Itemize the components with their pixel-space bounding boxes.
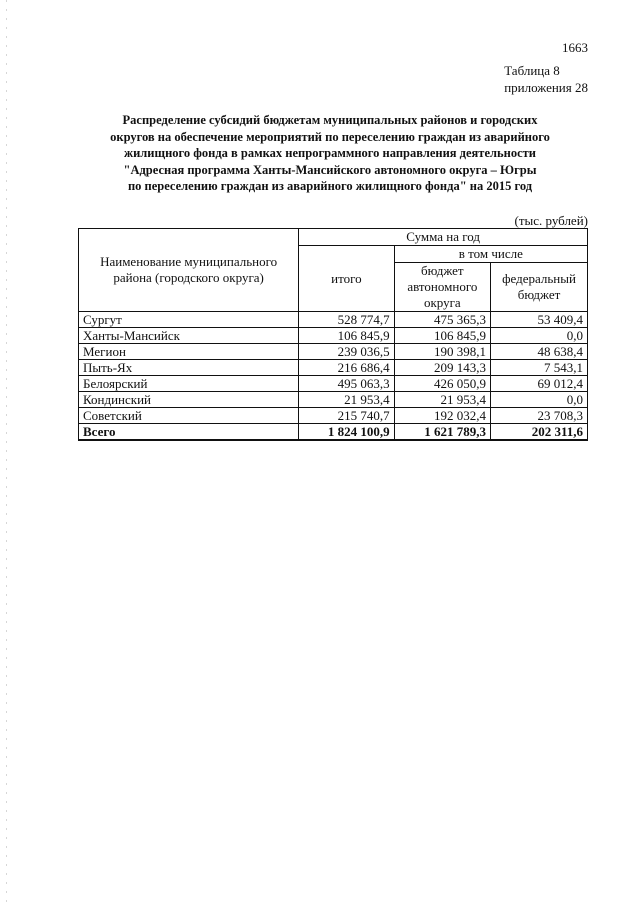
row-okrug: 21 953,4 <box>394 392 490 408</box>
title-line: Распределение субсидий бюджетам муниципальных районов и городских <box>122 113 538 127</box>
row-total: 495 063,3 <box>299 376 394 392</box>
title-line: по переселению граждан из аварийного жилищного фонда" на 2015 год <box>127 179 533 193</box>
row-federal: 48 638,4 <box>491 344 588 360</box>
row-federal: 69 012,4 <box>491 376 588 392</box>
subsidy-table <box>78 228 588 441</box>
table-row <box>79 328 588 344</box>
row-total: 528 774,7 <box>299 312 394 328</box>
row-okrug: 209 143,3 <box>394 360 490 376</box>
row-name: Ханты-Мансийск <box>79 328 299 344</box>
table-total-row <box>79 424 588 441</box>
total-total: 1 824 100,9 <box>299 424 394 441</box>
row-federal: 23 708,3 <box>491 408 588 424</box>
table-row <box>79 344 588 360</box>
header-name: Наименование муниципального района (городского округа) <box>79 229 299 312</box>
row-total: 216 686,4 <box>299 360 394 376</box>
row-total: 239 036,5 <box>299 344 394 360</box>
table-row <box>79 392 588 408</box>
row-total: 106 845,9 <box>299 328 394 344</box>
row-name: Сургут <box>79 312 299 328</box>
table-row <box>79 376 588 392</box>
page-number: 1663 <box>562 40 588 55</box>
document-title <box>60 112 600 195</box>
title-line: "Адресная программа Ханты-Мансийского автономного округа – Югры <box>123 162 537 177</box>
row-federal: 53 409,4 <box>491 312 588 328</box>
row-okrug: 106 845,9 <box>394 328 490 344</box>
row-name: Пыть-Ях <box>79 360 299 376</box>
row-total: 215 740,7 <box>299 408 394 424</box>
title-line: округов на обеспечение мероприятий по переселению граждан из аварийного <box>110 129 550 144</box>
row-total: 21 953,4 <box>299 392 394 408</box>
row-name: Кондинский <box>79 392 299 408</box>
row-okrug: 426 050,9 <box>394 376 490 392</box>
row-federal: 0,0 <box>491 328 588 344</box>
appendix-number: приложения 28 <box>504 80 588 95</box>
units-label: (тыс. рублей) <box>514 213 588 228</box>
table-reference <box>504 62 588 96</box>
row-okrug: 192 032,4 <box>394 408 490 424</box>
header-sum-per-year: Сумма на год <box>299 229 588 246</box>
row-name: Мегион <box>79 344 299 360</box>
header-total: итого <box>299 246 394 312</box>
table-number: Таблица 8 <box>504 63 560 78</box>
scan-edge-marks <box>6 0 7 905</box>
row-federal: 0,0 <box>491 392 588 408</box>
header-okrug-budget: бюджет автономного округа <box>394 263 490 312</box>
row-okrug: 190 398,1 <box>394 344 490 360</box>
row-federal: 7 543,1 <box>491 360 588 376</box>
header-including: в том числе <box>394 246 587 263</box>
row-okrug: 475 365,3 <box>394 312 490 328</box>
total-name: Всего <box>79 424 299 441</box>
title-line: жилищного фонда в рамках непрограммного направления деятельности <box>124 146 536 160</box>
total-federal: 202 311,6 <box>491 424 588 441</box>
table-row <box>79 408 588 424</box>
header-federal-budget: федеральный бюджет <box>491 263 588 312</box>
row-name: Белоярский <box>79 376 299 392</box>
table-row <box>79 312 588 328</box>
total-okrug: 1 621 789,3 <box>394 424 490 441</box>
row-name: Советский <box>79 408 299 424</box>
table-row <box>79 360 588 376</box>
